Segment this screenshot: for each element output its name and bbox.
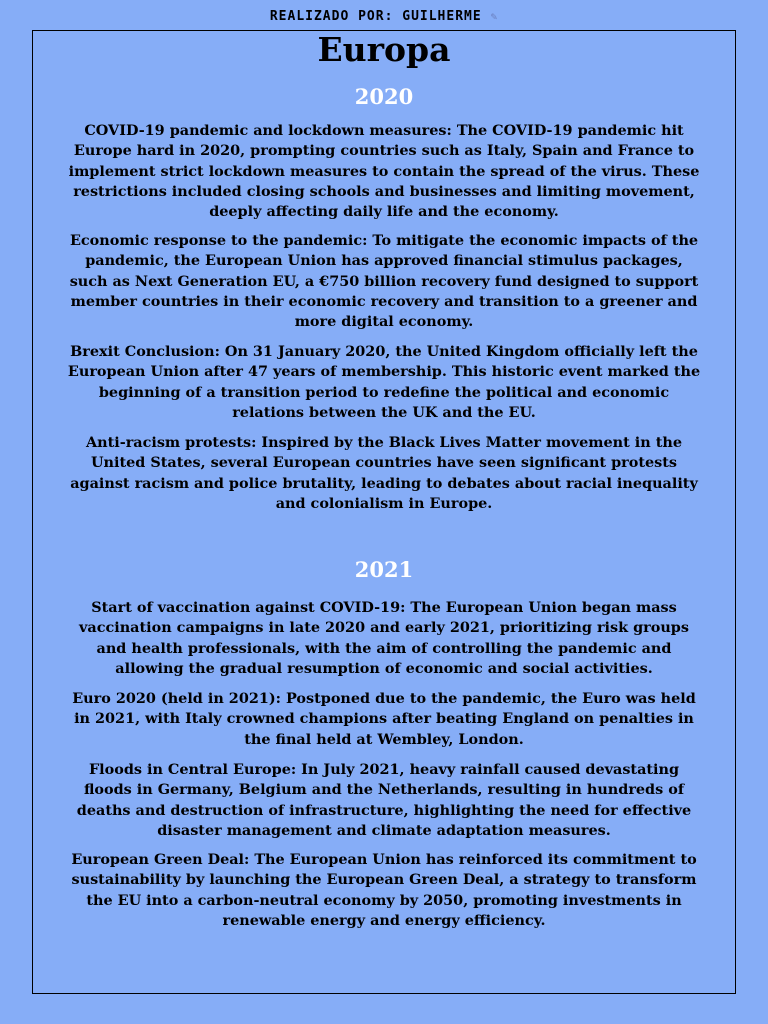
paragraph-brexit: Brexit Conclusion: On 31 January 2020, the United Kingdom officially left the European Union after 47 years of membership. This historic event marked the beginning of a transition period to redefine the political and economic relations between the UK and the EU. <box>67 343 701 421</box>
pen-icon: ✎ <box>490 10 499 23</box>
paragraph-floods: Floods in Central Europe: In July 2021, heavy rainfall caused devastating floods in Germany, Belgium and the Netherlands, resulting in hundreds of deaths and destruction of infrastructure, highlighting the need for effective disaster management and climate adaptation measures. <box>76 761 692 839</box>
paragraph-euro-2020: Euro 2020 (held in 2021): Postponed due to the pandemic, the Euro was held in 2021, with Italy crowned champions after beating England on penalties in the final held at Wembley, London. <box>72 690 696 748</box>
paragraph-anti-racism: Anti-racism protests: Inspired by the Black Lives Matter movement in the United States, several European countries have seen significant protests against racism and police brutality, leading to debates about racial inequality and colonialism in Europe. <box>70 434 698 512</box>
section-year-2021: 2021 <box>354 557 414 582</box>
paragraph-economic-response: Economic response to the pandemic: To mitigate the economic impacts of the pandemic, the European Union has approved financial stimulus packages, such as Next Generation EU, a €750 billion recovery fund designed to support member countries in their economic recovery and transition to a greener and more digital economy. <box>69 232 699 331</box>
paragraph-vaccination: Start of vaccination against COVID-19: The European Union began mass vaccination campaigns in late 2020 and early 2021, prioritizing risk groups and health professionals, with the aim of controlling the pandemic and allowing the gradual resumption of economic and social activities. <box>79 599 689 677</box>
author-credit <box>0 9 768 24</box>
paragraph-covid-lockdown: COVID-19 pandemic and lockdown measures: The COVID-19 pandemic hit Europe hard in 2020, prompting countries such as Italy, Spain and France to implement strict lockdown measures to contain the spread of the virus. These restrictions included closing schools and businesses and limiting movement, deeply affecting daily life and the economy. <box>68 122 700 221</box>
author-credit-text: REALIZADO POR: GUILHERME <box>269 9 482 24</box>
paragraph-green-deal: European Green Deal: The European Union has reinforced its commitment to sustainability by launching the European Green Deal, a strategy to transform the EU into a carbon-neutral economy by 2050, promoting investments in renewable energy and energy efficiency. <box>71 851 697 929</box>
section-year-2020: 2020 <box>354 84 414 109</box>
page-title: Europa <box>317 30 451 69</box>
